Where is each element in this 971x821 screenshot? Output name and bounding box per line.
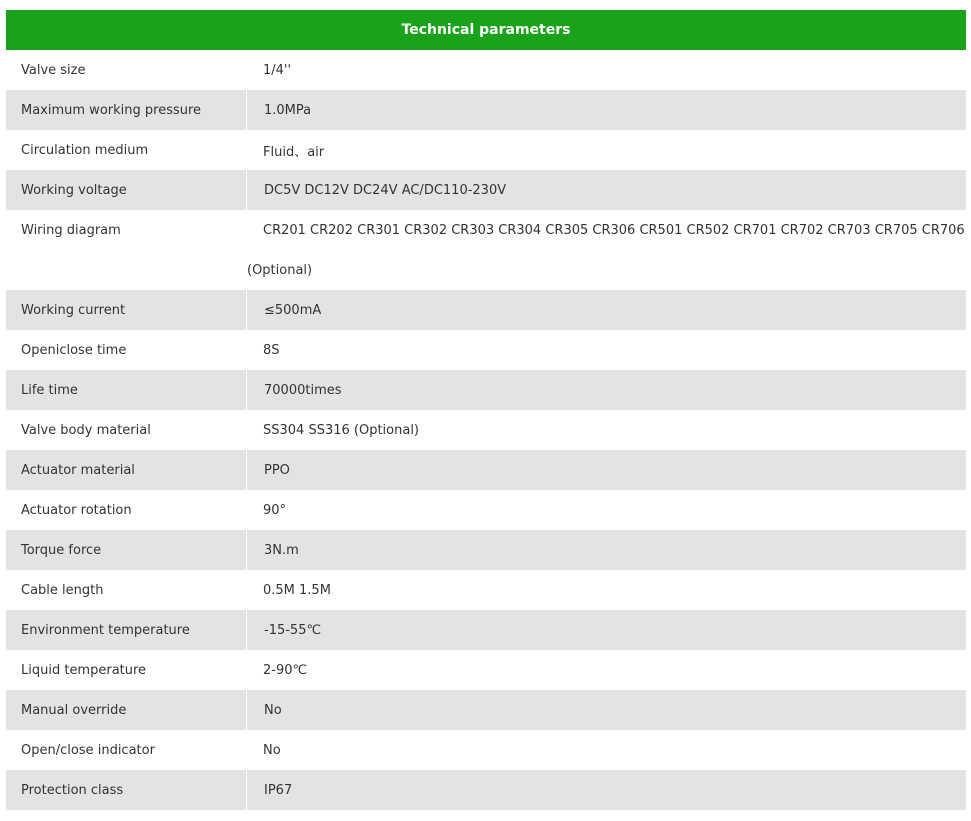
- param-value-continuation: (Optional): [247, 263, 313, 278]
- param-value: 1.0MPa: [246, 90, 966, 130]
- param-label: Torque force: [21, 542, 102, 558]
- param-label: Wiring diagram: [21, 223, 121, 238]
- table-row: [6, 290, 966, 330]
- param-label: Valve body material: [21, 422, 151, 438]
- table-row: [6, 610, 966, 650]
- param-value: 2-90℃: [263, 662, 308, 678]
- param-value: No: [246, 690, 966, 730]
- param-label: Working current: [21, 302, 126, 318]
- table-row: [6, 170, 966, 210]
- table-row: [6, 370, 966, 410]
- table-row: [6, 90, 966, 130]
- table-row: [6, 450, 966, 490]
- param-value: 0.5M 1.5M: [263, 582, 331, 598]
- param-label: Actuator material: [21, 462, 135, 478]
- table-row: [6, 130, 966, 170]
- param-label: Circulation medium: [21, 142, 149, 158]
- param-label: Life time: [21, 382, 78, 398]
- param-value: -15-55℃: [246, 610, 966, 650]
- param-value: Fluid、air: [263, 144, 325, 160]
- param-label: Cable length: [21, 582, 104, 598]
- table-row: [6, 410, 966, 450]
- param-value: 8S: [263, 342, 280, 358]
- param-label: Liquid temperature: [21, 662, 147, 678]
- table-row: [6, 730, 966, 770]
- table-row: [6, 690, 966, 730]
- table-title: Technical parameters: [6, 10, 966, 50]
- param-value: 70000times: [246, 370, 966, 410]
- param-value: DC5V DC12V DC24V AC/DC110-230V: [246, 170, 966, 210]
- param-label: Protection class: [21, 782, 124, 798]
- param-value: 1/4'': [263, 62, 292, 78]
- param-label: Openiclose time: [21, 342, 127, 358]
- table-row: [6, 770, 966, 810]
- table-row: [6, 50, 966, 90]
- param-value: 90°: [263, 502, 287, 518]
- param-value: SS304 SS316 (Optional): [263, 422, 420, 438]
- param-label: Environment temperature: [21, 622, 190, 638]
- param-value: PPO: [246, 450, 966, 490]
- table-row: [6, 530, 966, 570]
- table-row: [6, 330, 966, 370]
- param-label: Manual override: [21, 702, 127, 718]
- param-value: IP67: [246, 770, 966, 810]
- param-value: No: [263, 742, 281, 758]
- table-row: [6, 650, 966, 690]
- technical-parameters-table: [6, 10, 966, 810]
- param-label: Maximum working pressure: [21, 102, 202, 118]
- param-label: Open/close indicator: [21, 742, 155, 758]
- param-label: Working voltage: [21, 182, 127, 198]
- param-value: 3N.m: [246, 530, 966, 570]
- param-value: ≤500mA: [246, 290, 966, 330]
- param-label: Actuator rotation: [21, 502, 132, 518]
- param-value: CR201 CR202 CR301 CR302 CR303 CR304 CR305 CR306 CR501 CR502 CR701 CR702 CR703 CR705 CR706: [263, 223, 965, 238]
- table-row-wiring-diagram: [6, 210, 966, 290]
- param-label: Valve size: [21, 62, 86, 78]
- table-row: [6, 490, 966, 530]
- table-row: [6, 570, 966, 610]
